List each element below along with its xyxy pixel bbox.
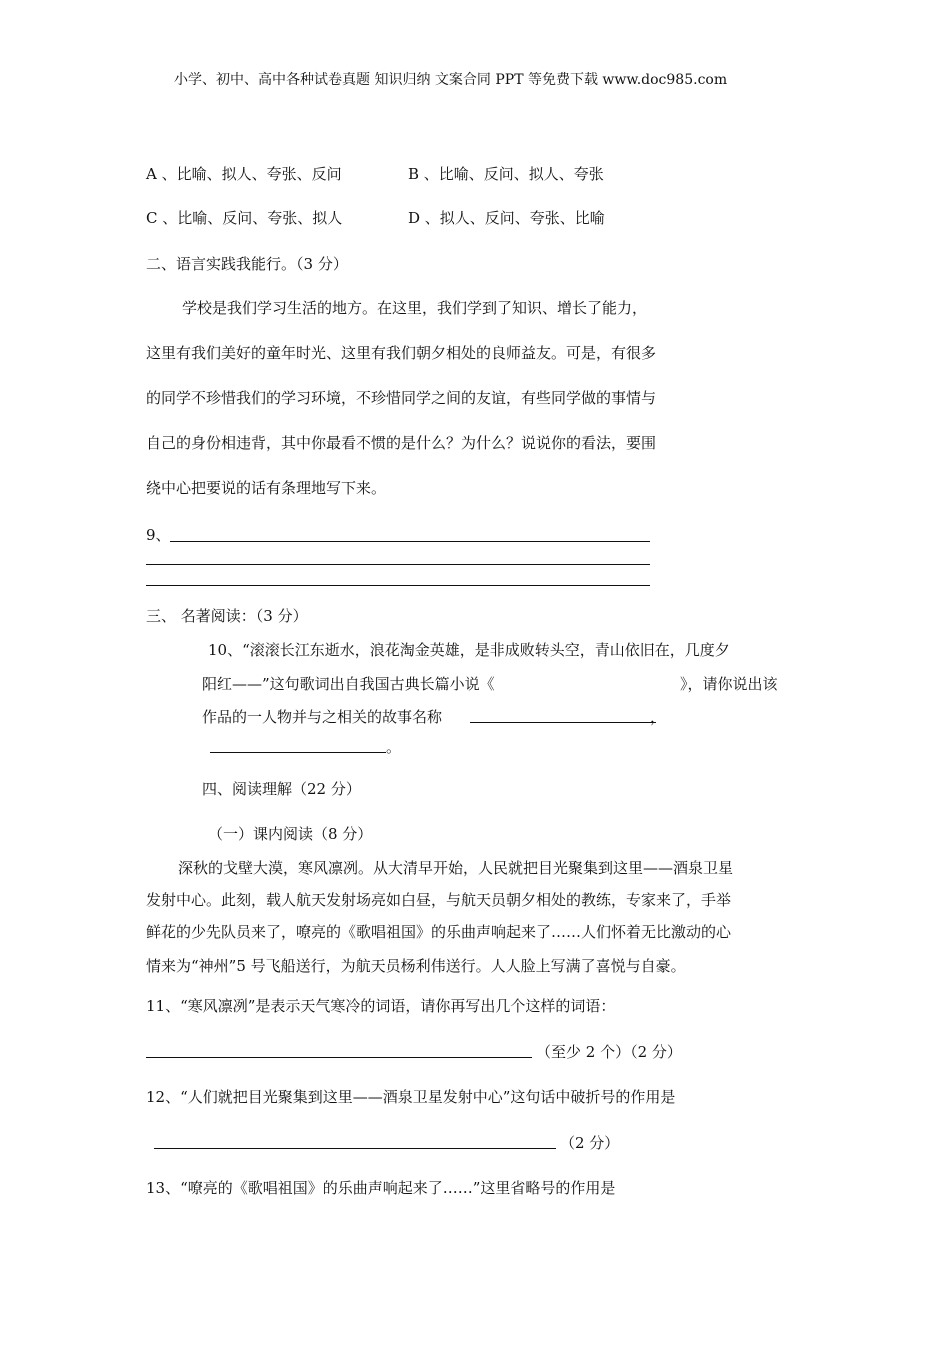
passage-line: 情来为“神州”5 号飞船送行，为航天员杨利伟送行。人人脸上写满了喜悦与自豪。 [146,957,686,975]
section2-para-line: 自己的身份相违背，其中你最看不惯的是什么？为什么？说说你的看法，要围 [146,434,657,452]
section4-subtitle: （一）课内阅读（8 分） [208,825,373,843]
option-a: A 、比喻、拟人、夸张、反问 [146,165,342,183]
option-d: D 、拟人、反问、夸张、比喻 [408,209,605,227]
question-12: 12、“人们就把目光聚集到这里——酒泉卫星发射中心”这句话中破折号的作用是 [146,1088,676,1106]
section2-title: 二、语言实践我能行。（3 分） [146,255,348,273]
answer-line[interactable] [470,722,656,723]
question-10-line: 作品的一人物并与之相关的故事名称 [202,708,443,726]
period: 。 [386,738,402,756]
section2-para-line: 绕中心把要说的话有条理地写下来。 [146,479,387,497]
answer-line[interactable] [210,752,386,753]
passage-line: 深秋的戈壁大漠，寒风凛冽。从大清早开始，人民就把目光聚集到这里——酒泉卫星 [178,859,734,877]
section2-para-line: 这里有我们美好的童年时光、这里有我们朝夕相处的良师益友。可是，有很多 [146,344,657,362]
answer-line[interactable] [146,564,650,565]
section2-para-line: 的同学不珍惜我们的学习环境，不珍惜同学之间的友谊，有些同学做的事情与 [146,389,657,407]
question-11: 11、“寒风凛冽”是表示天气寒冷的词语，请你再写出几个这样的词语： [146,997,616,1015]
section2-para-line: 学校是我们学习生活的地方。在这里，我们学到了知识、增长了能力， [182,299,648,317]
option-c: C 、比喻、反问、夸张、拟人 [146,209,343,227]
answer-line[interactable] [170,541,650,542]
passage-line: 发射中心。此刻，载人航天发射场亮如白昼，与航天员朝夕相处的教练，专家来了，手举 [146,891,732,909]
answer-line[interactable] [146,1057,532,1058]
question-11-score: （至少 2 个）（2 分） [536,1043,682,1061]
question-10-line: 阳红——”这句歌词出自我国古典长篇小说《 [202,675,495,693]
answer-line[interactable] [154,1148,556,1149]
question-10-line: 》，请你说出该 [680,675,778,693]
page-header: 小学、初中、高中各种试卷真题 知识归纳 文案合同 PPT 等免费下载 www.doc985.com [174,72,728,88]
comma: ， [650,708,666,726]
question-13: 13、“嘹亮的《歌唱祖国》的乐曲声响起来了……”这里省略号的作用是 [146,1179,616,1197]
passage-line: 鲜花的少先队员来了，嘹亮的《歌唱祖国》的乐曲声响起来了……人们怀着无比激动的心 [146,923,732,941]
question-9-label: 9、 [146,526,171,544]
section3-title: 三、 名著阅读：（3 分） [146,607,308,625]
answer-line[interactable] [146,585,650,586]
section4-title: 四、阅读理解（22 分） [202,780,361,798]
question-10-line: 10、“滚滚长江东逝水，浪花淘金英雄，是非成败转头空，青山依旧在，几度夕 [208,641,730,659]
question-12-score: （2 分） [560,1134,620,1152]
option-b: B 、比喻、反问、拟人、夸张 [408,165,604,183]
